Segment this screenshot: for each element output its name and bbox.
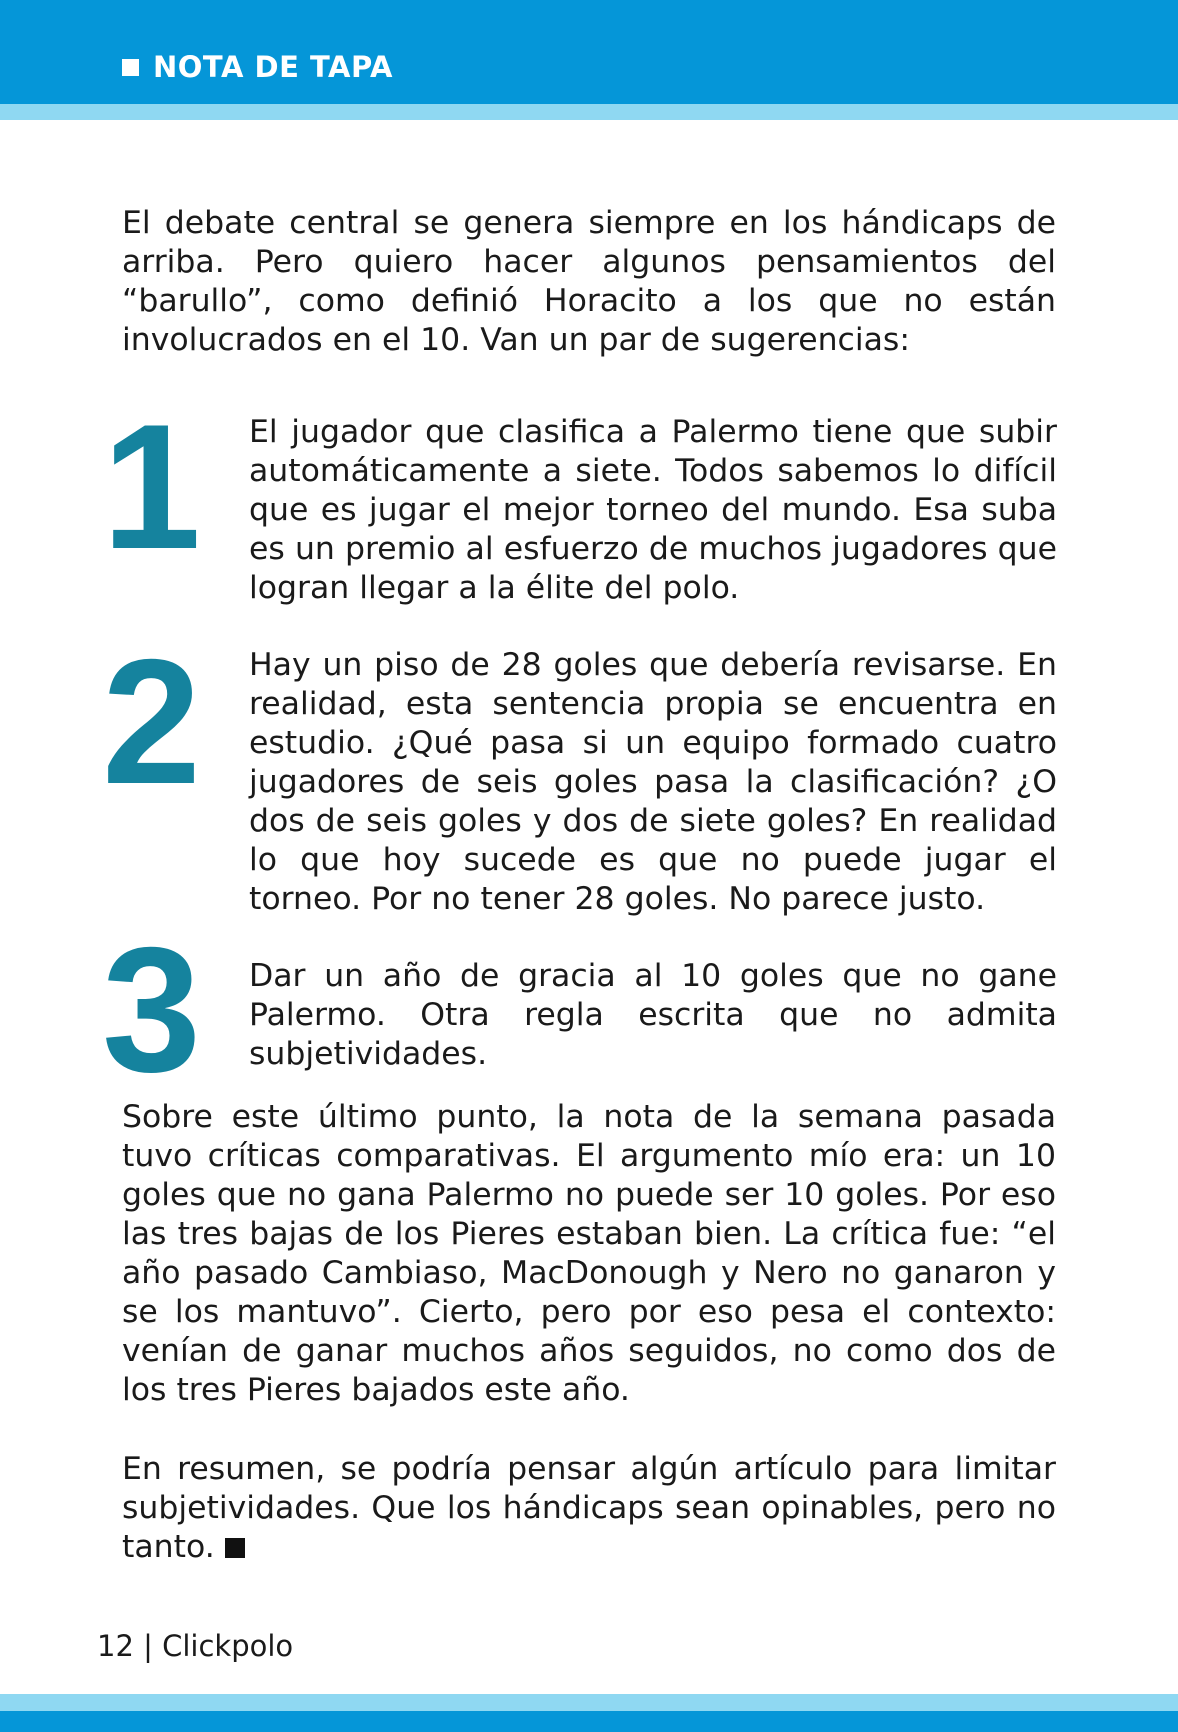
item-number-2: 2	[102, 622, 201, 821]
header-stripe	[0, 104, 1178, 120]
footer-bar	[0, 1711, 1178, 1732]
intro-paragraph: El debate central se genera siempre en los hándicaps de arriba. Pero quiero hacer algunos pensamientos del “barullo”, como definió Horacito a los que no están involucrados en el 10. Van un par de sugerencias:	[122, 205, 1056, 358]
footer	[97, 1629, 293, 1663]
footer-separator: |	[143, 1629, 153, 1663]
section-label-text: NOTA DE TAPA	[153, 50, 393, 84]
body-paragraph: Sobre este último punto, la nota de la semana pasada tuvo críticas comparativas. El argumento mío era: un 10 goles que no gana Palermo no puede ser 10 goles. Por eso las tres bajas de los Pieres estaban bien. La crítica fue: “el año pasado Cambiaso, MacDonough y Nero no ganaron y se los mantuvo”. Cierto, pero por eso pesa el contexto: venían de ganar muchos años seguidos, no como dos de los tres Pieres bajados este año.	[122, 1099, 1056, 1408]
closing-paragraph-text: En resumen, se podría pensar algún artículo para limitar subjetividades. Que los hándicaps sean opinables, pero no tanto.	[122, 1451, 1056, 1565]
square-bullet-icon	[122, 59, 139, 76]
closing-paragraph	[122, 1450, 1056, 1567]
item-number-1: 1	[102, 387, 201, 586]
item-text-1: El jugador que clasifica a Palermo tiene que subir automáticamente a siete. Todos sabemos lo difícil que es jugar el mejor torneo del mundo. Esa suba es un premio al esfuerzo de muchos jugadores que logran llegar a la élite del polo.	[249, 414, 1057, 606]
item-number-3: 3	[102, 910, 201, 1109]
footer-stripe	[0, 1694, 1178, 1711]
publication-name: Clickpolo	[162, 1629, 294, 1663]
item-text-3: Dar un año de gracia al 10 goles que no gane Palermo. Otra regla escrita que no admita subjetividades.	[249, 958, 1057, 1072]
page-number: 12	[97, 1629, 134, 1663]
item-text-2: Hay un piso de 28 goles que debería revisarse. En realidad, esta sentencia propia se encuentra en estudio. ¿Qué pasa si un equipo formado cuatro jugadores de seis goles pasa la clasificación? ¿O dos de seis goles y dos de siete goles? En realidad lo que hoy sucede es que no puede jugar el torneo. Por no tener 28 goles. No parece justo.	[249, 647, 1057, 917]
end-square-icon	[225, 1538, 245, 1558]
section-label	[122, 50, 393, 84]
